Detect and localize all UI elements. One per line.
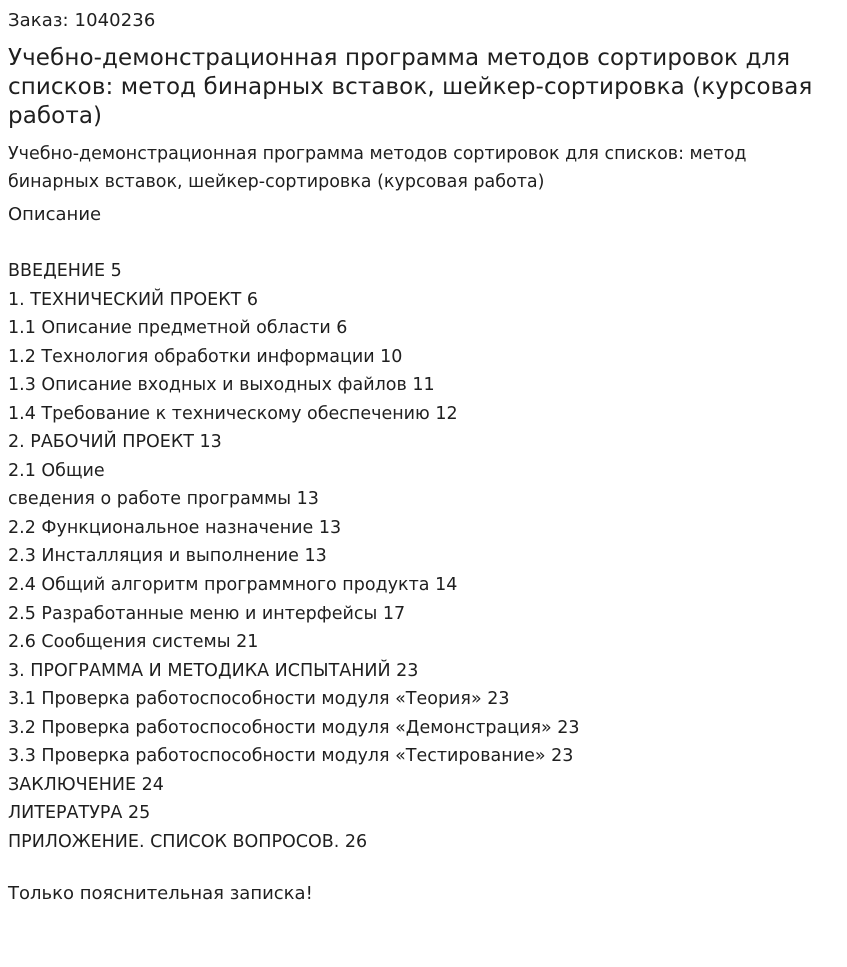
toc-item: 1.3 Описание входных и выходных файлов 11 [8,375,435,396]
toc-item: ЗАКЛЮЧЕНИЕ 24 [8,774,164,795]
toc-item: 2.4 Общий алгоритм программного продукта 14 [8,575,458,596]
table-of-contents [8,257,839,856]
document-subtitle: Учебно-демонстрационная программа методов сортировок для списков: метод бинарных вставок, шейкер-сортировка (курсовая работа) [8,144,747,192]
toc-item: 2.5 Разработанные меню и интерфейсы 17 [8,603,406,624]
toc-item: 3.3 Проверка работоспособности модуля «Тестирование» 23 [8,746,574,767]
toc-item: сведения о работе программы 13 [8,489,319,510]
toc-item: 1.4 Требование к техническому обеспечению 12 [8,403,458,424]
toc-item: 2.3 Инсталляция и выполнение 13 [8,546,327,567]
order-number: Заказ: 1040236 [8,10,156,31]
toc-item: ЛИТЕРАТУРА 25 [8,803,151,824]
toc-item: 1.1 Описание предметной области 6 [8,318,348,339]
description-heading: Описание [8,204,102,225]
toc-item: 3.1 Проверка работоспособности модуля «Теория» 23 [8,689,510,710]
explanatory-note: Только пояснительная записка! [8,883,313,905]
toc-item: 3. ПРОГРАММА И МЕТОДИКА ИСПЫТАНИЙ 23 [8,660,419,681]
toc-item: 3.2 Проверка работоспособности модуля «Демонстрация» 23 [8,717,580,738]
toc-item: 2.2 Функциональное назначение 13 [8,517,342,538]
document-title: Учебно-демонстрационная программа методов сортировок для списков: метод бинарных вставок, шейкер-сортировка (курсовая работа) [8,45,813,129]
toc-item: 2. РАБОЧИЙ ПРОЕКТ 13 [8,432,222,453]
toc-item: 2.1 Общие [8,460,105,481]
toc-item: ПРИЛОЖЕНИЕ. СПИСОК ВОПРОСОВ. 26 [8,831,368,852]
toc-item: 2.6 Сообщения системы 21 [8,632,259,653]
toc-item: ВВЕДЕНИЕ 5 [8,261,122,281]
toc-item: 1.2 Технология обработки информации 10 [8,346,403,367]
toc-item: 1. ТЕХНИЧЕСКИЙ ПРОЕКТ 6 [8,289,259,310]
